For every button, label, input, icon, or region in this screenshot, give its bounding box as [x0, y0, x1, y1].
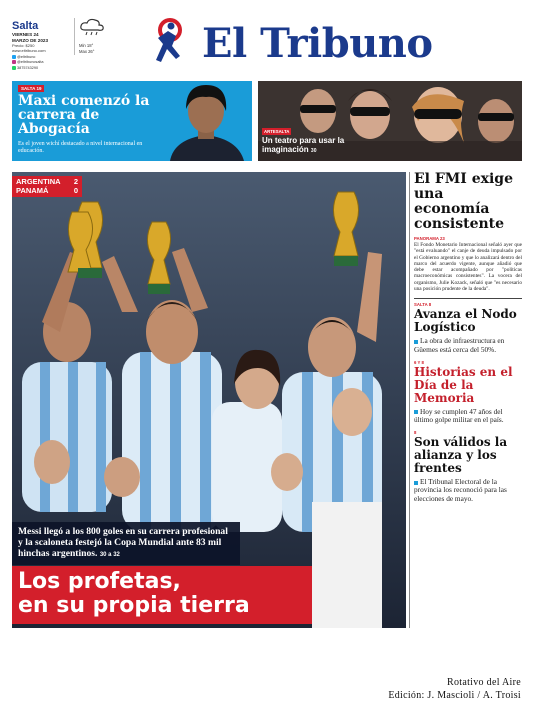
logo-runner-icon [150, 16, 190, 68]
issue-price: Precio: $250 [12, 43, 35, 49]
main-headline[interactable]: Los profetas, en su propia tierra [12, 566, 312, 624]
column-divider [409, 172, 410, 628]
instagram-icon [12, 60, 16, 64]
masthead-info [12, 20, 74, 71]
goals-away: 0 [73, 185, 78, 195]
social-whatsapp[interactable]: 3875743290 [12, 66, 74, 71]
story-headline: Son válidos la alianza y los frentes [414, 435, 508, 476]
story-imf[interactable] [414, 172, 522, 292]
newspaper-front-page [12, 14, 522, 628]
promo-headline: Un teatro para usar la imaginación 30 [262, 136, 345, 154]
footer-editors: Edición: J. Mascioli / A. Troisi [388, 690, 521, 701]
story-headline: Avanza el Nodo Logístico [414, 307, 517, 335]
twitter-icon [12, 55, 16, 59]
edition-city: Salta [12, 20, 39, 32]
whatsapp-icon [12, 66, 16, 70]
sidebar-column [414, 172, 522, 628]
promo-headline: Maxi comenzó la carrera de Abogacía [18, 93, 150, 137]
page-ref: 30 a 32 [99, 552, 120, 558]
bullet-icon [414, 340, 418, 344]
match-score [12, 176, 82, 197]
bullet-icon [414, 410, 418, 414]
cloud-rain-icon [79, 18, 105, 36]
story-section: SALTA 8 [414, 302, 432, 308]
promo-dek: Es el joven wichí destacado a nivel internacional en educación. [18, 141, 143, 154]
weather-box [74, 18, 114, 55]
story-section: 6 Y 8 [414, 359, 424, 365]
promo-story-maxi[interactable] [12, 81, 252, 161]
promo-kicker: SALTA 19 [18, 85, 44, 92]
temp-max: Max 26° [79, 49, 95, 54]
social-instagram[interactable]: @eltribunosalta [12, 60, 74, 65]
temp-min: Min 18° [79, 43, 94, 48]
portrait-photo [160, 81, 252, 161]
footer-program: Rotativo del Aire [447, 677, 521, 688]
story-headline: El FMI exige una economía consistente [414, 171, 513, 232]
story-body: El Fondo Monetario Internacional señaló ayer que "está evaluando" el canje de deuda impulsado por el Gobierno argentino y que lo analizará dentro del marco del acuerdo vigente, aunque añadió que debe estar acompañado por "políticas macroeconómicas consistentes". La vocera del organismo, Julie Kozack, señaló que "es necesario una posición prudente de la deuda". [414, 242, 522, 293]
goals-home: 2 [73, 177, 78, 186]
story-nodo[interactable] [414, 302, 522, 353]
social-links [12, 55, 74, 71]
story-headline: Historias en el Día de la Memoria [414, 364, 513, 405]
social-twitter[interactable]: @eltribuno [12, 55, 74, 60]
main-story-photo[interactable] [12, 172, 406, 628]
story-summary: La obra de infraestructura en Güemes está cerca del 50%. [414, 336, 505, 354]
team-home: ARGENTINA [16, 177, 61, 186]
website-link[interactable]: www.eltribuno.com [12, 48, 46, 54]
bullet-icon [414, 481, 418, 485]
issue-date-month: MARZO DE 2023 [12, 37, 48, 43]
photo-caption: Messi llegó a los 800 goles en su carrera profesional y la scaloneta festejó la Copa Mundial ante 83 mil hinchas argentinos. 30 a 32 [12, 522, 240, 565]
team-away: PANAMÁ [16, 185, 49, 195]
divider [414, 298, 522, 299]
edition-credits [388, 676, 521, 702]
promo-kicker: ARTESALTA [264, 129, 290, 134]
story-section: 8 [414, 430, 417, 436]
newspaper-logo[interactable]: El Tribuno [202, 20, 433, 67]
story-memoria[interactable] [414, 360, 522, 424]
promo-story-theater[interactable] [258, 81, 522, 161]
issue-date-day: VIERNES 24 [12, 32, 39, 37]
story-summary: El Tribunal Electoral de la provincia los reconoció para las elecciones de mayo. [414, 477, 507, 503]
story-section: PANORAMA 23 [414, 236, 445, 241]
story-alianza[interactable] [414, 430, 522, 503]
story-summary: Hoy se cumplen 47 años del último golpe militar en el país. [414, 406, 504, 424]
